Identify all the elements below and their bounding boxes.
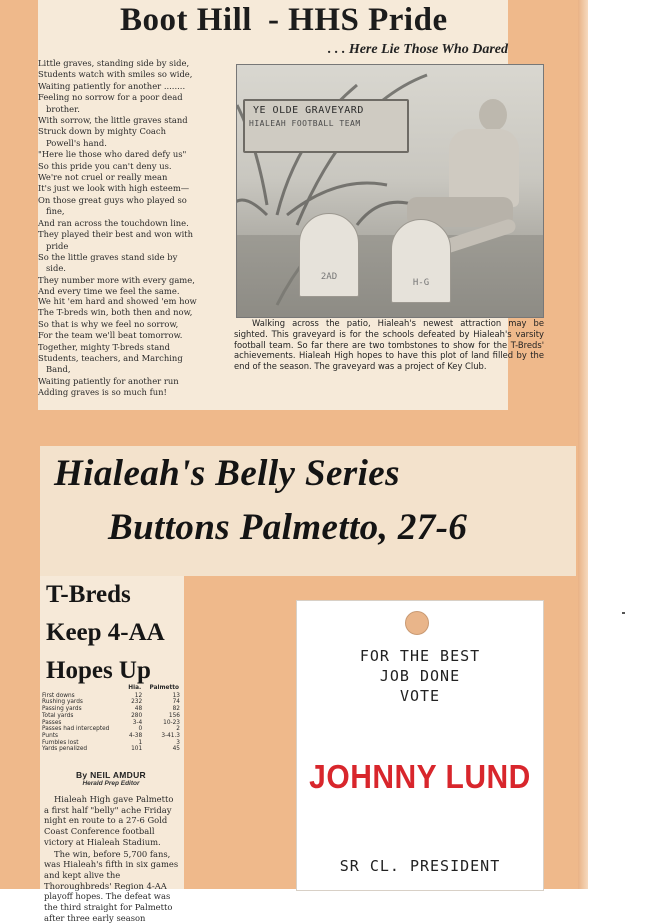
game-stats-table [42,684,180,753]
stat-value: 3-4 [132,719,143,726]
byline-name: By NEIL AMDUR [75,770,146,780]
photo-caption: Walking across the patio, Hialeah's newest attraction may be sighted. This graveyard is for the schools defeated by Hialeah's varsity football team. So far there are two tombstones to show for the T-Breds' achievements. Hialeah High hopes to have this plot of land filled by the end of the season. The graveyard was a project of Key Club. [234,318,544,372]
poem-line: They number more with every game, [38,274,195,285]
dust-speck [622,612,625,614]
tombstone-left [299,213,359,297]
tbreds-headline [46,576,165,690]
stat-value: 48 [134,706,143,713]
campaign-card [296,600,544,891]
stat-value: 13 [172,692,180,699]
stat-value: 10-23 [163,719,180,726]
belly-series-headline-1: Hialeah's Belly Series [54,453,400,494]
poem-line: Waiting patiently for another run [38,375,179,386]
candidate-name: JOHNNY LUND [309,758,531,796]
stat-value: 156 [168,712,180,719]
poem-line: Waiting patiently for another ........ [38,80,186,91]
belly-series-headline-2: Buttons Palmetto, 27-6 [108,507,468,548]
poem-line: Adding graves is so much fun! [38,387,167,398]
stats-header-row [42,684,180,693]
poem-line: It's just we look with high esteem— [38,183,190,194]
candidate-office: SR CL. PRESIDENT [339,857,501,875]
stats-row [42,740,180,747]
student-body [449,129,519,207]
sign-text-line-1: YE OLDE GRAVEYARD [253,105,364,116]
stat-value: 101 [131,746,143,753]
sign-text-line-2: HIALEAH FOOTBALL TEAM [249,119,361,128]
stats-row [42,693,180,700]
poem-line: We're not cruel or really mean [38,172,168,183]
poem-line: Together, mighty T-breds stand [38,341,170,352]
stat-value: 0 [138,726,143,733]
stat-value: 4-38 [129,732,143,739]
poem-line: They played their best and won with pride [38,229,194,251]
student-head [479,99,507,131]
poem-line: So this pride you can't deny us. [38,160,172,171]
stat-label: Total yards [42,712,74,719]
story-paragraph-2: The win, before 5,700 fans, was Hialeah's fifth in six games and kept alive the Thoroughbreds' Region 4-AA playoff hopes. The defeat was the third straight for Palmetto after three early season [44,848,179,923]
tombstone-left-label: 2AD [320,272,338,282]
tbreds-headline-line-1: T-Breds [46,581,131,608]
stats-row [42,726,180,733]
stats-header-cell: Palmetto [149,685,179,691]
poem-line: "Here lie those who dared defy us" [38,149,187,160]
byline-title: Herald Prep Editor [82,780,140,787]
poem-line: Struck down by mighty Coach Powell's hand. [38,126,166,148]
stats-row [42,699,180,706]
byline [40,770,182,787]
poem-line: The T-breds win, both then and now, [38,307,193,318]
tombstone-right [391,219,451,303]
stat-value: 3 [176,739,180,746]
stat-label: Passing yards [42,706,82,713]
game-story [44,794,180,924]
poem-line: So the little graves stand side by side. [38,251,178,274]
stat-value: 3-41.3 [161,732,180,739]
stat-value: 12 [134,692,143,699]
stat-label: Passes had intercepted [42,726,110,733]
stats-header-cell: Hia. [128,685,142,691]
stats-row [42,746,180,753]
stat-label: Punts [42,732,59,739]
poem-line: Feeling no sorrow for a poor dead brother. [38,92,183,114]
stats-row [42,713,180,720]
poem-line: With sorrow, the little graves stand [38,115,188,126]
graveyard-photo [236,64,544,318]
poem-line: Students, teachers, and Marching Band, [38,353,183,375]
punch-hole [405,611,429,635]
card-line-3: VOTE [399,687,441,705]
stat-value: 1 [138,739,143,746]
stats-row [42,706,180,713]
tbreds-headline-line-3: Hopes Up [46,657,151,684]
card-line-1: FOR THE BEST [359,647,481,665]
poem-line: For the team we'll beat tomorrow. [38,330,183,341]
poem-line: On those great guys who played so fine, [38,194,187,217]
stat-value: 74 [172,699,180,706]
stat-label: Yards penalized [42,746,88,753]
tbreds-headline-line-2: Keep 4-AA [46,619,165,646]
stat-value: 2 [176,726,180,733]
graveyard-sign [243,99,409,153]
belly-series-clipping [40,446,576,576]
poem-line: Little graves, standing side by side, [38,58,190,68]
card-line-2: JOB DONE [379,667,461,685]
stat-value: 82 [172,706,180,713]
poem-line: So that is why we feel no sorrow, [38,318,179,329]
boot-hill-headline [120,2,448,39]
poem-line: And ran across the touchdown line. [38,217,189,228]
stats-header-cell [42,684,123,693]
poem-part-1 [38,58,196,298]
stat-label: Rushing yards [42,699,83,706]
story-paragraph-1: Hialeah High gave Palmetto a first half "belly" ache Friday night en route to a 27-6 Gold Coast Conference football victory at Hialeah Stadium. [44,794,174,847]
boot-hill-subhead: . . . Here Lie Those Who Dared [327,42,508,57]
poem-line: And every time we feel the same. [38,286,180,297]
headline-right: - HHS Pride [267,2,448,38]
headline-left: Boot Hill [120,2,252,38]
page-edge [578,0,588,889]
tbreds-clipping [40,576,184,923]
stat-label: Fumbles lost [42,739,79,746]
boot-hill-clipping [38,0,544,410]
poem-line: Students watch with smiles so wide, [38,69,193,80]
stat-label: Passes [42,719,62,726]
poem-line: We hit 'em hard and showed 'em how [38,296,197,306]
stats-row [42,733,180,740]
stats-row [42,720,180,727]
stat-value: 45 [172,746,180,753]
stat-value: 280 [131,712,143,719]
poem-part-2 [38,296,198,399]
stat-value: 232 [131,699,143,706]
stat-label: First downs [42,692,75,699]
tombstone-right-label: H-G [412,278,430,288]
